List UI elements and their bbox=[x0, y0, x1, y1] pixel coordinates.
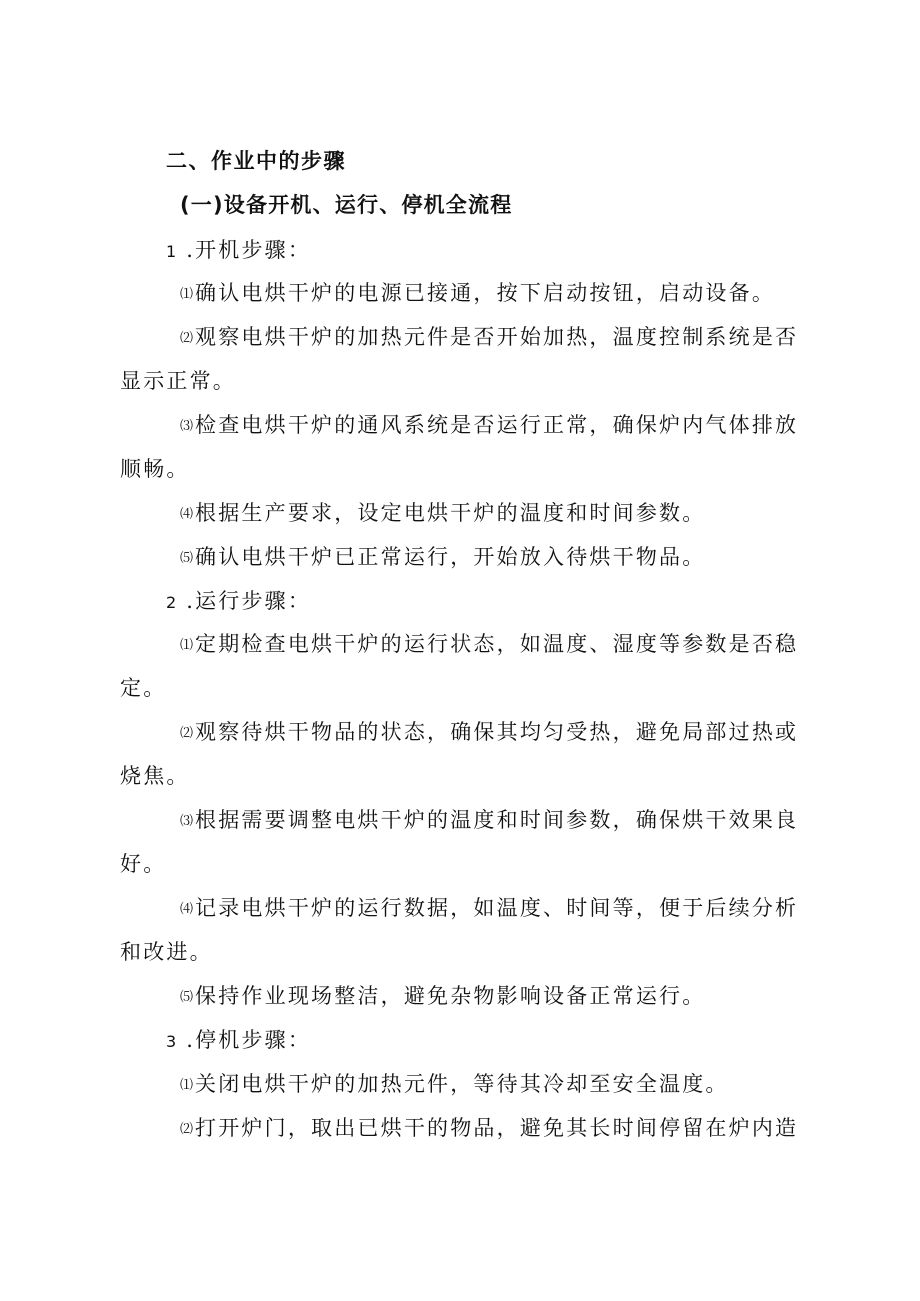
startup-item-2-cont: 显示正常。 bbox=[120, 369, 236, 393]
item-number: ⑵ bbox=[180, 1122, 194, 1137]
running-item-2-cont: 烧焦。 bbox=[120, 764, 190, 788]
item-text: 观察待烘干物品的状态，确保其均匀受热，避免局部过热或 bbox=[195, 720, 799, 744]
running-heading bbox=[166, 587, 311, 617]
item-number: ⑵ bbox=[180, 331, 194, 346]
running-item-5 bbox=[180, 982, 705, 1012]
running-item-1-cont: 定。 bbox=[120, 676, 167, 700]
item-number: ⑷ bbox=[180, 902, 194, 917]
startup-index: 1 bbox=[166, 242, 177, 261]
shutdown-item-2 bbox=[180, 1114, 798, 1144]
item-number: ⑴ bbox=[180, 638, 194, 653]
running-item-4-cont: 和改进。 bbox=[120, 940, 213, 964]
item-number: ⑸ bbox=[180, 551, 194, 566]
item-number: ⑶ bbox=[180, 419, 194, 434]
startup-item-3-cont: 顺畅。 bbox=[120, 457, 190, 481]
item-text: 检查电烘干炉的通风系统是否运行正常，确保炉内气体排放 bbox=[195, 413, 799, 437]
item-number: ⑶ bbox=[180, 814, 194, 829]
item-number: ⑴ bbox=[180, 287, 194, 302]
startup-item-3 bbox=[180, 411, 798, 441]
startup-item-1 bbox=[180, 279, 775, 309]
subsection-title: (一)设备开机、运行、停机全流程 bbox=[180, 193, 513, 217]
section-title: 二、作业中的步骤 bbox=[166, 149, 346, 173]
item-text: 记录电烘干炉的运行数据，如温度、时间等，便于后续分析 bbox=[195, 896, 799, 920]
startup-item-4 bbox=[180, 499, 705, 529]
running-item-4 bbox=[180, 894, 798, 924]
running-item-3 bbox=[180, 806, 798, 836]
shutdown-index: 3 bbox=[166, 1032, 177, 1051]
running-item-3-cont: 好。 bbox=[120, 852, 167, 876]
shutdown-item-1 bbox=[180, 1070, 729, 1100]
item-number: ⑸ bbox=[180, 990, 194, 1005]
running-index: 2 bbox=[166, 593, 177, 612]
shutdown-heading bbox=[166, 1026, 311, 1056]
item-text: 根据生产要求，设定电烘干炉的温度和时间参数。 bbox=[195, 501, 706, 525]
shutdown-heading-text: .停机步骤： bbox=[186, 1028, 312, 1052]
item-text: 定期检查电烘干炉的运行状态，如温度、湿度等参数是否稳 bbox=[195, 632, 799, 656]
item-text: 关闭电烘干炉的加热元件，等待其冷却至安全温度。 bbox=[195, 1072, 729, 1096]
startup-item-5 bbox=[180, 543, 705, 573]
item-number: ⑵ bbox=[180, 726, 194, 741]
item-text: 根据需要调整电烘干炉的温度和时间参数，确保烘干效果良 bbox=[195, 808, 799, 832]
running-item-1 bbox=[180, 630, 798, 660]
startup-heading-text: .开机步骤： bbox=[186, 238, 312, 262]
item-text: 确认电烘干炉已正常运行，开始放入待烘干物品。 bbox=[195, 545, 706, 569]
item-text: 保持作业现场整洁，避免杂物影响设备正常运行。 bbox=[195, 984, 706, 1008]
item-number: ⑷ bbox=[180, 507, 194, 522]
item-text: 观察电烘干炉的加热元件是否开始加热，温度控制系统是否 bbox=[195, 325, 799, 349]
startup-heading bbox=[166, 236, 311, 266]
item-text: 打开炉门，取出已烘干的物品，避免其长时间停留在炉内造 bbox=[195, 1116, 799, 1140]
startup-item-2 bbox=[180, 323, 798, 353]
running-heading-text: .运行步骤： bbox=[186, 589, 312, 613]
item-number: ⑴ bbox=[180, 1078, 194, 1093]
item-text: 确认电烘干炉的电源已接通，按下启动按钮，启动设备。 bbox=[195, 281, 776, 305]
running-item-2 bbox=[180, 718, 798, 748]
